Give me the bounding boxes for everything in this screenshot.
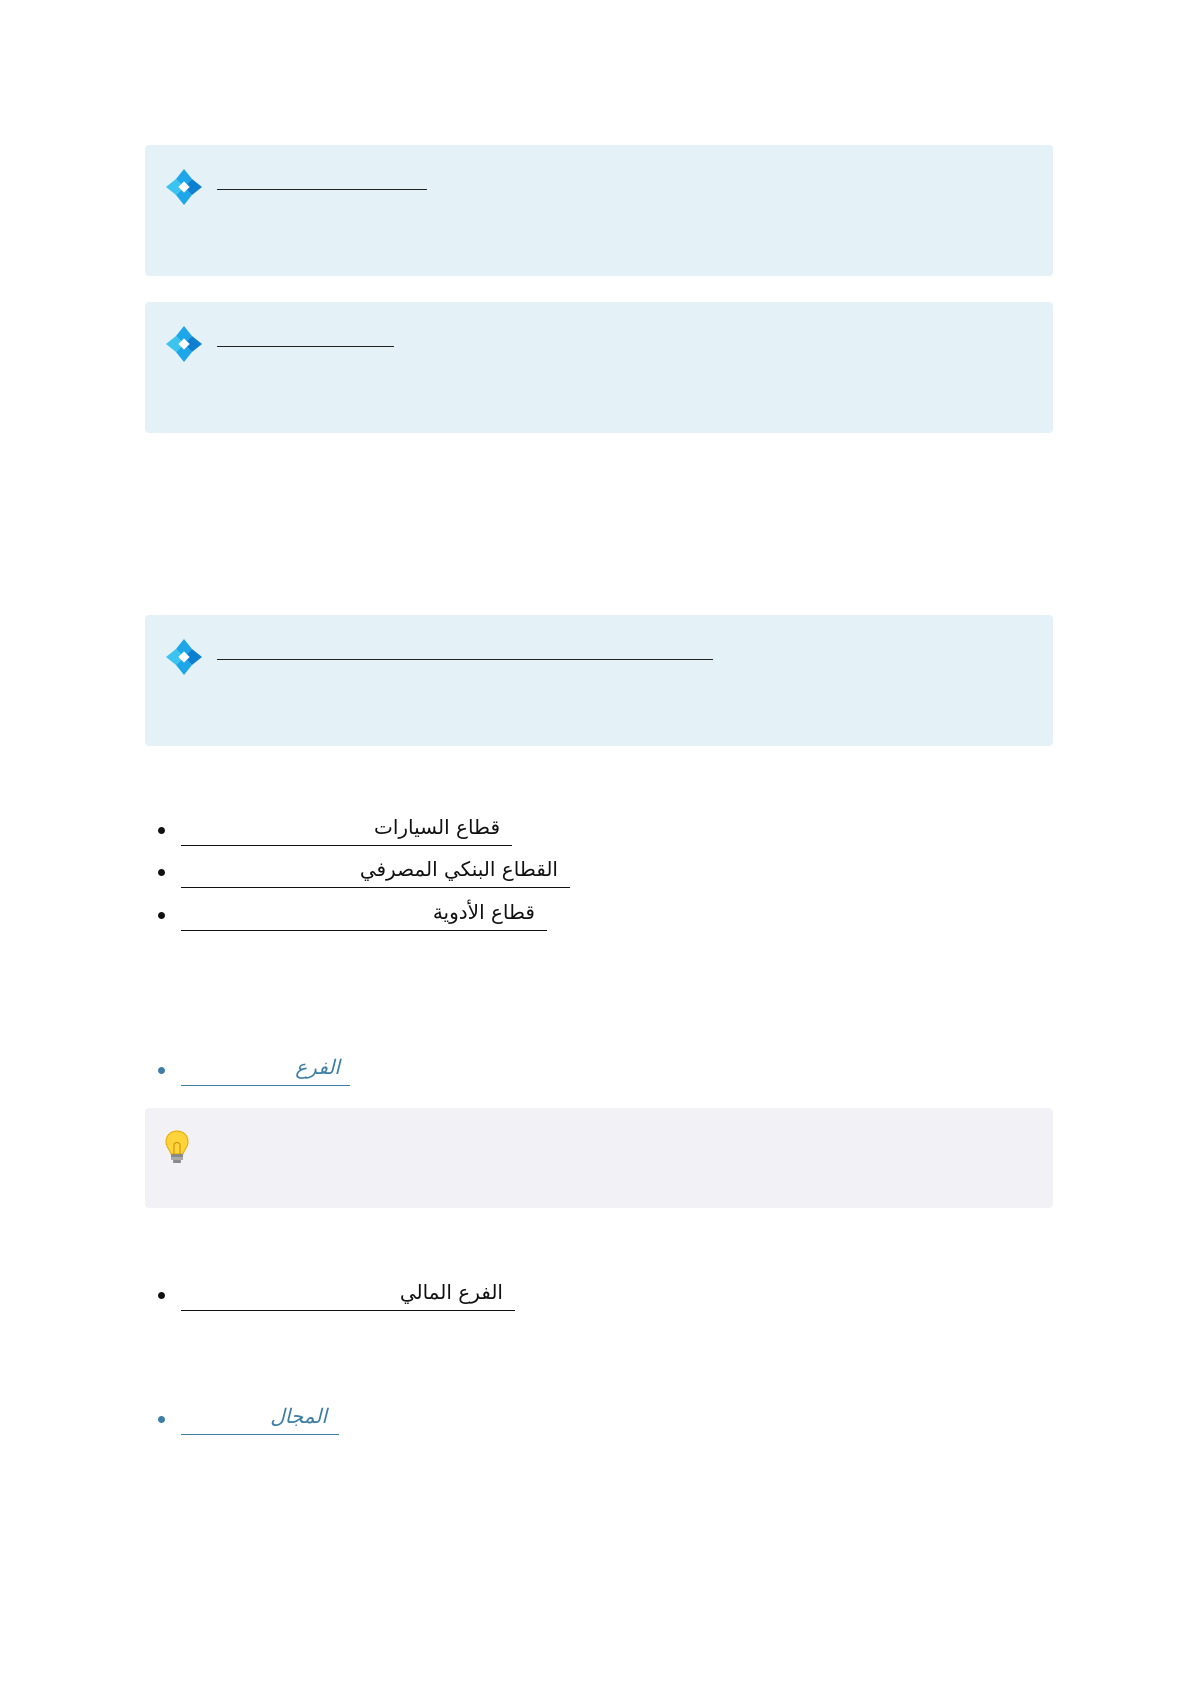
branch-link[interactable]: الفرع	[181, 1052, 350, 1086]
info-callout-3	[145, 615, 1053, 746]
info-callout-1	[145, 145, 1053, 276]
field-link[interactable]: المجال	[181, 1401, 339, 1435]
list-bullet	[158, 1292, 165, 1299]
link-placeholder-line[interactable]	[217, 659, 713, 660]
list-bullet	[158, 1067, 165, 1074]
sector-item-banking[interactable]: القطاع البنكي المصرفي	[181, 854, 570, 888]
list-bullet	[158, 869, 165, 876]
company-logo-icon	[166, 639, 202, 675]
sector-item-pharma[interactable]: قطاع الأدوية	[181, 897, 547, 931]
list-bullet	[158, 912, 165, 919]
link-placeholder-line[interactable]	[217, 189, 427, 190]
tip-callout	[145, 1108, 1053, 1208]
financial-branch-item[interactable]: الفرع المالي	[181, 1277, 515, 1311]
sector-item-automotive[interactable]: قطاع السيارات	[181, 812, 512, 846]
link-placeholder-line[interactable]	[217, 346, 394, 347]
list-bullet	[158, 1416, 165, 1423]
lightbulb-icon	[165, 1130, 189, 1166]
company-logo-icon	[166, 326, 202, 362]
list-bullet	[158, 827, 165, 834]
info-callout-2	[145, 302, 1053, 433]
company-logo-icon	[166, 169, 202, 205]
